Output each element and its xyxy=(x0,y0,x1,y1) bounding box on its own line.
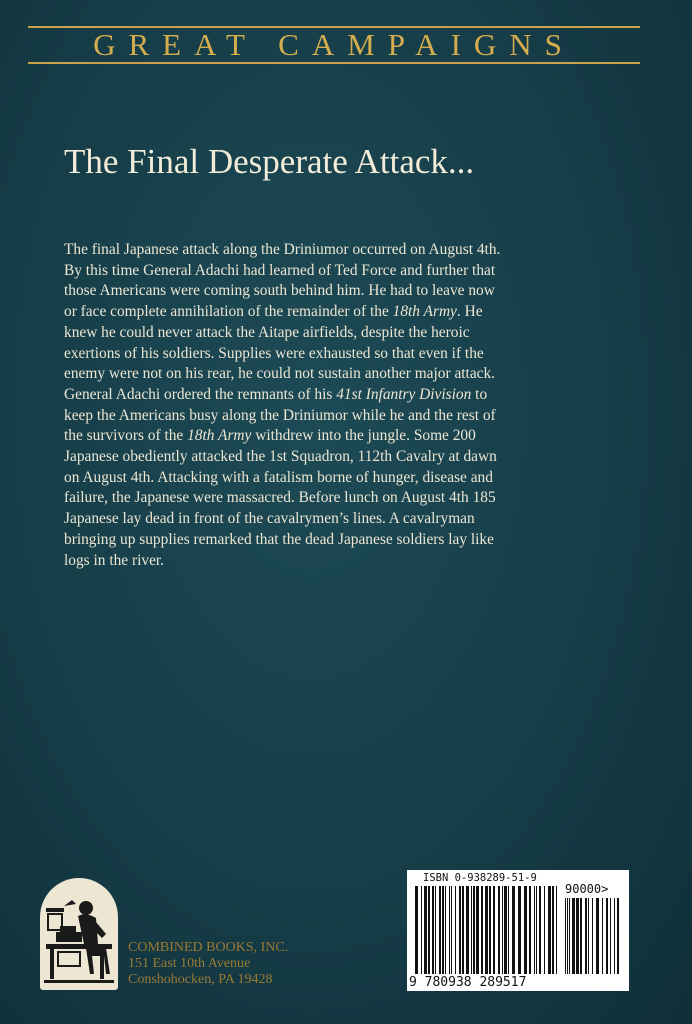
barcode-bar xyxy=(529,886,531,974)
barcode-bar xyxy=(489,886,491,974)
publisher-city: Conshohocken, PA 19428 xyxy=(128,972,273,987)
barcode-bar xyxy=(442,886,444,974)
barcode-bar xyxy=(552,886,554,974)
barcode-bar xyxy=(518,886,521,974)
body-line: By this time General Adachi had learned of Ted Force and further that xyxy=(64,261,496,279)
army-name-italic: 18th Army xyxy=(187,427,252,445)
barcode-bars xyxy=(407,870,629,991)
barcode-bar xyxy=(471,886,472,974)
body-line: those Americans were coming south behind him. He had to leave now xyxy=(64,282,495,300)
barcode-bar xyxy=(536,886,537,974)
barcode-bar xyxy=(439,886,441,974)
barcode-bar xyxy=(481,886,483,974)
body-text-run: to xyxy=(471,385,488,403)
division-name-italic: 41st Infantry Division xyxy=(336,385,472,403)
barcode-bar xyxy=(428,886,430,974)
barcode-bar xyxy=(572,898,575,974)
barcode-bar xyxy=(455,886,456,974)
barcode-bar xyxy=(602,898,603,974)
publisher-name: COMBINED BOOKS, INC. xyxy=(128,940,289,955)
barcode-bar xyxy=(512,886,515,974)
body-line: bringing up supplies remarked that the dead Japanese soldiers lay like xyxy=(64,530,494,548)
barcode-bar xyxy=(588,898,589,974)
body-text-run: General Adachi ordered the remnants of his xyxy=(64,385,337,403)
barcode-bar xyxy=(459,886,461,974)
barcode-bar xyxy=(565,898,566,974)
barcode-bar xyxy=(606,898,608,974)
body-line: exertions of his soldiers. Supplies were exhausted so that even if the xyxy=(64,344,484,362)
barcode-bar xyxy=(451,886,452,974)
price-code: 90000> xyxy=(565,882,609,896)
body-line: Japanese lay dead in front of the cavalrymen’s lines. A cavalryman xyxy=(64,510,475,528)
barcode-bar xyxy=(493,886,495,974)
barcode-bar xyxy=(580,898,582,974)
body-text-run: the survivors of the xyxy=(64,427,188,445)
body-line: The final Japanese attack along the Driniumor occurred on August 4th. xyxy=(64,241,501,258)
barcode-bar xyxy=(421,886,422,974)
body-line xyxy=(64,426,644,447)
body-line: failure, the Japanese were massacred. Before lunch on August 4th 185 xyxy=(64,489,496,507)
barcode-bar xyxy=(610,898,611,974)
barcode-bar xyxy=(432,886,434,974)
body-line: enemy were not on his rear, he could not sustain another major attack. xyxy=(64,365,496,383)
barcode-bar xyxy=(508,886,509,974)
barcode-bar xyxy=(435,886,436,974)
body-line: on August 4th. Attacking with a fatalism borne of hunger, disease and xyxy=(64,468,493,486)
barcode-bar xyxy=(569,898,570,974)
barcode-bar xyxy=(548,886,551,974)
body-line: keep the Americans busy along the Driniumor while he and the rest of xyxy=(64,406,496,424)
barcode-bar xyxy=(502,886,503,974)
body-text-run: withdrew into the jungle. Some 200 xyxy=(251,427,476,445)
series-title: GREAT CAMPAIGNS xyxy=(93,27,575,62)
barcode-bar xyxy=(596,898,599,974)
barcode-bar xyxy=(415,886,418,974)
barcode-bar xyxy=(485,886,488,974)
body-line: logs in the river. xyxy=(64,551,165,569)
barcode-bar xyxy=(585,898,587,974)
body-text-run: . He xyxy=(456,303,483,321)
ean-number: 9 780938 289517 xyxy=(409,975,527,990)
barcode-bar xyxy=(445,886,446,974)
body-line xyxy=(64,302,644,323)
body-text-run: or face complete annihilation of the remainder of the xyxy=(64,303,393,321)
barcode-bar xyxy=(534,886,535,974)
barcode-bar xyxy=(592,898,593,974)
barcode-bar xyxy=(556,886,557,974)
publisher-street: 151 East 10th Avenue xyxy=(128,956,251,971)
barcode-bar xyxy=(567,898,568,974)
barcode-bar xyxy=(462,886,464,974)
typist-at-desk-icon xyxy=(40,878,118,990)
series-rule-bottom xyxy=(28,62,640,64)
barcode-bar xyxy=(424,886,427,974)
isbn-label: ISBN 0-938289-51-9 xyxy=(423,872,537,884)
barcode-bar xyxy=(576,898,579,974)
body-line: Japanese obediently attacked the 1st Squadron, 112th Cavalry at dawn xyxy=(64,448,497,466)
body-line xyxy=(64,385,644,406)
barcode-bar xyxy=(473,886,475,974)
body-line: knew he could never attack the Aitape airfields, despite the heroic xyxy=(64,323,470,341)
barcode-bar xyxy=(614,898,615,974)
barcode-box xyxy=(407,870,629,991)
body-text xyxy=(64,240,644,571)
army-name-italic: 18th Army xyxy=(392,303,457,321)
barcode-bar xyxy=(466,886,469,974)
barcode-bar xyxy=(539,886,541,974)
publisher-info xyxy=(128,940,288,988)
barcode-bar xyxy=(617,898,619,974)
headline: The Final Desperate Attack... xyxy=(64,142,475,181)
barcode-bar xyxy=(544,886,545,974)
barcode-bar xyxy=(504,886,507,974)
publisher-logo xyxy=(40,878,118,990)
barcode-bar xyxy=(449,886,450,974)
barcode-bar xyxy=(524,886,527,974)
barcode-bar xyxy=(476,886,479,974)
barcode-bar xyxy=(498,886,500,974)
